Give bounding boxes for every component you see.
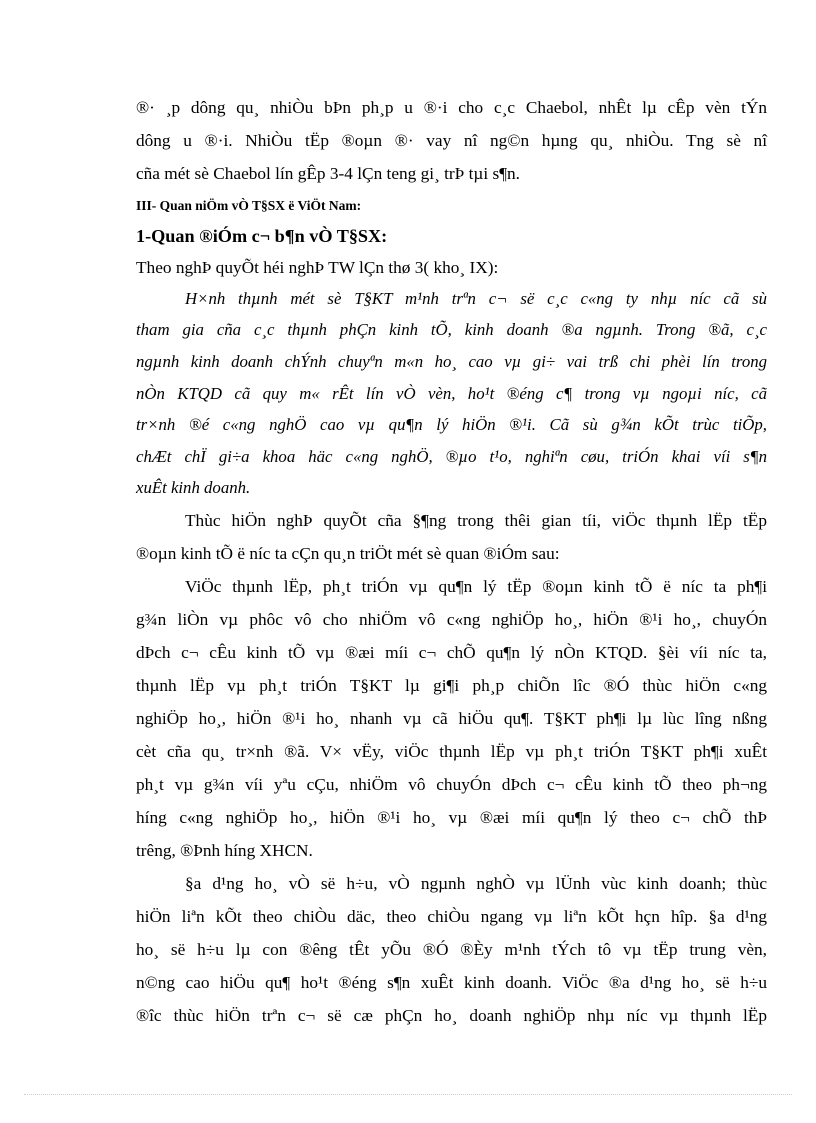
intro-line: Theo nghÞ quyÕt héi nghÞ TW lÇn thø 3( kho¸ IX): [136, 258, 499, 277]
paragraph-line: híng c«ng nghiÖp ho¸, hiÖn ®¹i ho¸ vµ ®æi míi qu¶n lý theo c¬ chÕ thÞ [136, 808, 767, 827]
paragraph-line: n©ng cao hiÖu qu¶ ho¹t ®éng s¶n xuÊt kinh doanh. ViÖc ®a d¹ng ho¸ së h÷u [136, 973, 767, 992]
paragraph-line: g¾n liÒn vµ phôc vô cho nhiÖm vô c«ng nghiÖp ho¸, hiÖn ®¹i ho¸, chuyÓn [136, 610, 767, 629]
section-heading: III- Quan niÖm vÒ T§SX ë ViÖt Nam: [136, 198, 362, 213]
paragraph-line: §a d¹ng ho¸ vÒ së h÷u, vÒ ngµnh nghÒ vµ lÜnh vùc kinh doanh; thùc [185, 874, 767, 893]
paragraph-line: ViÖc thµnh lËp, ph¸t triÓn vµ qu¶n lý tËp ®oµn kinh tÕ ë níc ta ph¶i [185, 577, 767, 596]
paragraph-line: ®îc thùc hiÖn trªn c¬ së cæ phÇn ho¸ doanh nghiÖp nhµ níc vµ thµnh lËp [136, 1006, 767, 1025]
paragraph-line: dÞch c¬ cÊu kinh tÕ vµ ®æi míi c¬ chÕ qu¶n lý nÒn KTQD. §èi víi níc ta, [136, 643, 767, 662]
page-bottom-divider [24, 1094, 792, 1095]
quote-line: tr×nh ®é c«ng nghÖ cao vµ qu¶n lý hiÖn ®¹i. Cã sù g¾n kÕt trùc tiÕp, [136, 415, 767, 434]
paragraph-line: Thùc hiÖn nghÞ quyÕt cña §¶ng trong thêi gian tíi, viÖc thµnh lËp tËp [185, 511, 767, 530]
quote-line: xuÊt kinh doanh. [136, 478, 251, 497]
text-line: dông u ®·i. NhiÒu tËp ®oµn ®· vay nî ng©n hµng qu¸ nhiÒu. Tng sè nî [136, 131, 767, 150]
quote-line: chÆt chÏ gi÷a khoa häc c«ng nghÖ, ®µo t¹o, nghiªn cøu, triÓn khai víi s¶n [136, 447, 767, 466]
paragraph-line: thµnh lËp vµ ph¸t triÓn T§KT lµ gi¶i ph¸p chiÕn lîc ®Ó thùc hiÖn c«ng [136, 676, 767, 695]
text-line: cña mét sè Chaebol lín gÊp 3-4 lÇn teng gi¸ trÞ tµi s¶n. [136, 164, 521, 183]
paragraph-line: ho¸ së h÷u lµ con ®êng tÊt yÕu ®Ó ®Èy m¹nh tÝch tô vµ tËp trung vèn, [136, 940, 767, 959]
quote-line: nÒn KTQD cã quy m« rÊt lín vÒ vèn, ho¹t ®éng c¶ trong vµ ngoµi níc, cã [136, 384, 767, 403]
quote-line: H×nh thµnh mét sè T§KT m¹nh trªn c¬ së c¸c c«ng ty nhµ níc cã sù [185, 289, 767, 308]
paragraph-line: ®oµn kinh tÕ ë níc ta cÇn qu¸n triÖt mét sè quan ®iÓm sau: [136, 544, 560, 563]
subheading: 1-Quan ®iÓm c¬ b¶n vÒ T§SX: [136, 226, 388, 246]
paragraph-line: nghiÖp ho¸, hiÖn ®¹i ho¸ nhanh vµ cã hiÖu qu¶. T§KT ph¶i lµ lùc lîng nßng [136, 709, 767, 728]
paragraph-line: cèt cña qu¸ tr×nh ®ã. V× vËy, viÖc thµnh lËp vµ ph¸t triÓn T§KT ph¶i xuÊt [136, 742, 767, 761]
paragraph-line: trêng, ®Þnh híng XHCN. [136, 841, 313, 860]
text-line: ®· ¸p dông qu¸ nhiÒu bÞn ph¸p u ®·i cho c¸c Chaebol, nhÊt lµ cÊp vèn tÝn [136, 98, 767, 117]
paragraph-line: hiÖn liªn kÕt theo chiÒu däc, theo chiÒu ngang vµ liªn kÕt hçn hîp. §a d¹ng [136, 907, 767, 926]
paragraph-line: ph¸t vµ g¾n víi yªu cÇu, nhiÖm vô chuyÓn dÞch c¬ cÊu kinh tÕ theo ph¬ng [136, 775, 767, 794]
quote-line: tham gia cña c¸c thµnh phÇn kinh tÕ, kinh doanh ®a ngµnh. Trong ®ã, c¸c [136, 320, 767, 339]
quote-line: ngµnh kinh doanh chÝnh chuyªn m«n ho¸ cao vµ gi÷ vai trß chi phèi lín trong [136, 352, 767, 371]
